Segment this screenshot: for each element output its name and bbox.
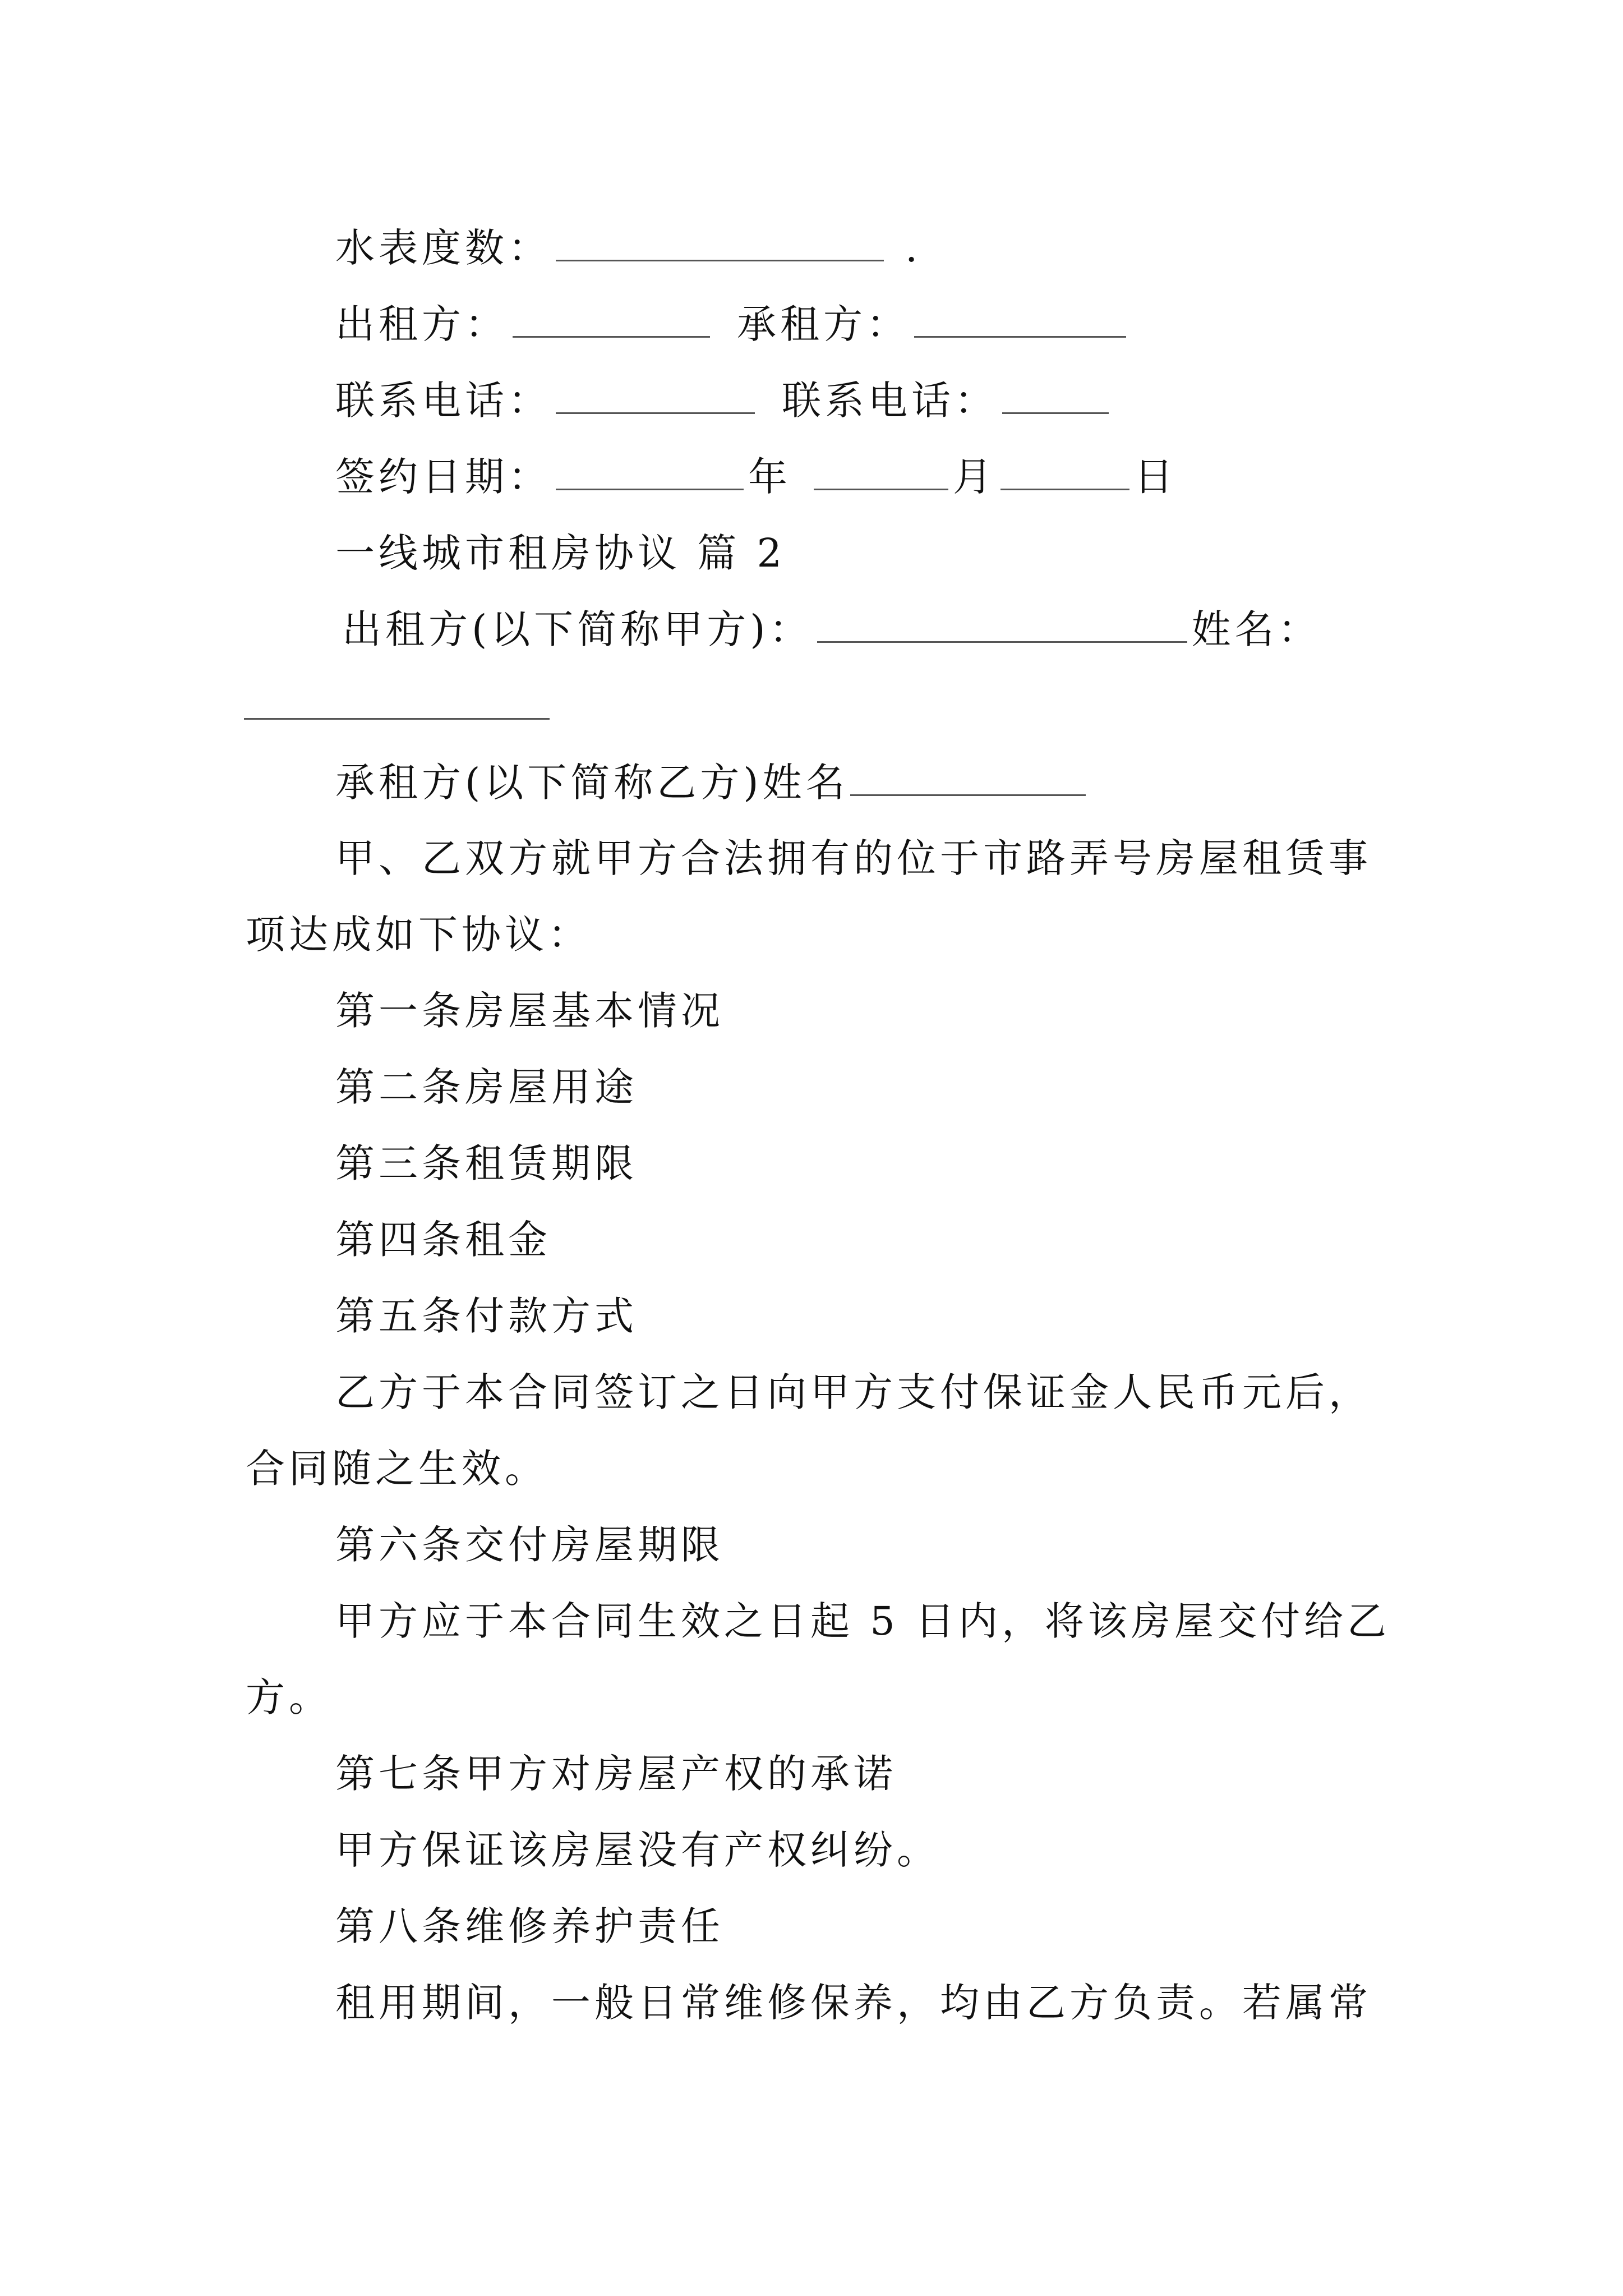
article-6-text-line-2: 方。 [246, 1674, 332, 1720]
article-5-text-line-1: 乙方于本合同签订之日向甲方支付保证金人民币元后， [335, 1369, 1372, 1415]
party-a-blank[interactable] [817, 602, 1187, 643]
party-a-name-label: 姓名： [1191, 606, 1321, 652]
water-meter-label: 水表度数： [335, 225, 551, 271]
party-a-label: 出租方(以下简称甲方)： [342, 606, 813, 652]
day-label: 日 [1134, 454, 1177, 500]
phone-line [335, 372, 1113, 429]
lessor-label: 出租方： [335, 301, 508, 347]
lessor-blank[interactable] [513, 297, 710, 338]
party-b-label: 承租方(以下简称乙方)姓名 [335, 760, 849, 806]
sign-date-line [335, 449, 1177, 505]
month-blank[interactable] [814, 449, 948, 490]
party-b-blank[interactable] [850, 755, 1086, 796]
lessee-label: 承租方： [737, 301, 910, 347]
year-label: 年 [748, 454, 791, 500]
article-5-heading: 第五条付款方式 [335, 1293, 638, 1339]
article-3-heading: 第三条租赁期限 [335, 1140, 638, 1186]
article-4-heading: 第四条租金 [335, 1217, 551, 1263]
article-5-text-line-2: 合同随之生效。 [246, 1446, 548, 1492]
water-meter-line [335, 220, 921, 276]
article-8-heading: 第八条维修养护责任 [335, 1903, 724, 1949]
article-6-text-line-1: 甲方应于本合同生效之日起 5 日内，将该房屋交付给乙 [335, 1598, 1391, 1644]
phone-blank-2[interactable] [1002, 373, 1109, 414]
lessee-blank[interactable] [914, 297, 1126, 338]
party-a-line [342, 601, 1321, 657]
article-7-heading: 第七条甲方对房屋产权的承诺 [335, 1751, 897, 1797]
day-blank[interactable] [1000, 449, 1129, 490]
sign-date-label: 签约日期： [335, 454, 551, 500]
article-1-heading: 第一条房屋基本情况 [335, 988, 724, 1034]
parties-line [335, 296, 1131, 352]
phone-blank-1[interactable] [556, 373, 755, 414]
article-7-text: 甲方保证该房屋没有产权纠纷。 [335, 1827, 940, 1873]
section-heading: 一线城市租房协议 篇 2 [335, 530, 786, 576]
month-label: 月 [953, 454, 996, 500]
year-blank[interactable] [556, 449, 744, 490]
phone-label-2: 联系电话： [782, 378, 998, 424]
water-meter-blank[interactable] [556, 220, 884, 261]
article-8-text-line-1: 租用期间，一般日常维修保养，均由乙方负责。若属常 [335, 1980, 1372, 2026]
party-b-line [335, 754, 1090, 811]
intro-line-2: 项达成如下协议： [246, 912, 591, 958]
intro-line-1: 甲、乙双方就甲方合法拥有的位于市路弄号房屋租赁事 [335, 835, 1372, 881]
article-6-heading: 第六条交付房屋期限 [335, 1522, 724, 1568]
phone-label-1: 联系电话： [335, 378, 551, 424]
water-meter-tail: . [905, 225, 922, 271]
article-2-heading: 第二条房屋用途 [335, 1064, 638, 1110]
party-a-name-blank[interactable] [244, 718, 550, 720]
